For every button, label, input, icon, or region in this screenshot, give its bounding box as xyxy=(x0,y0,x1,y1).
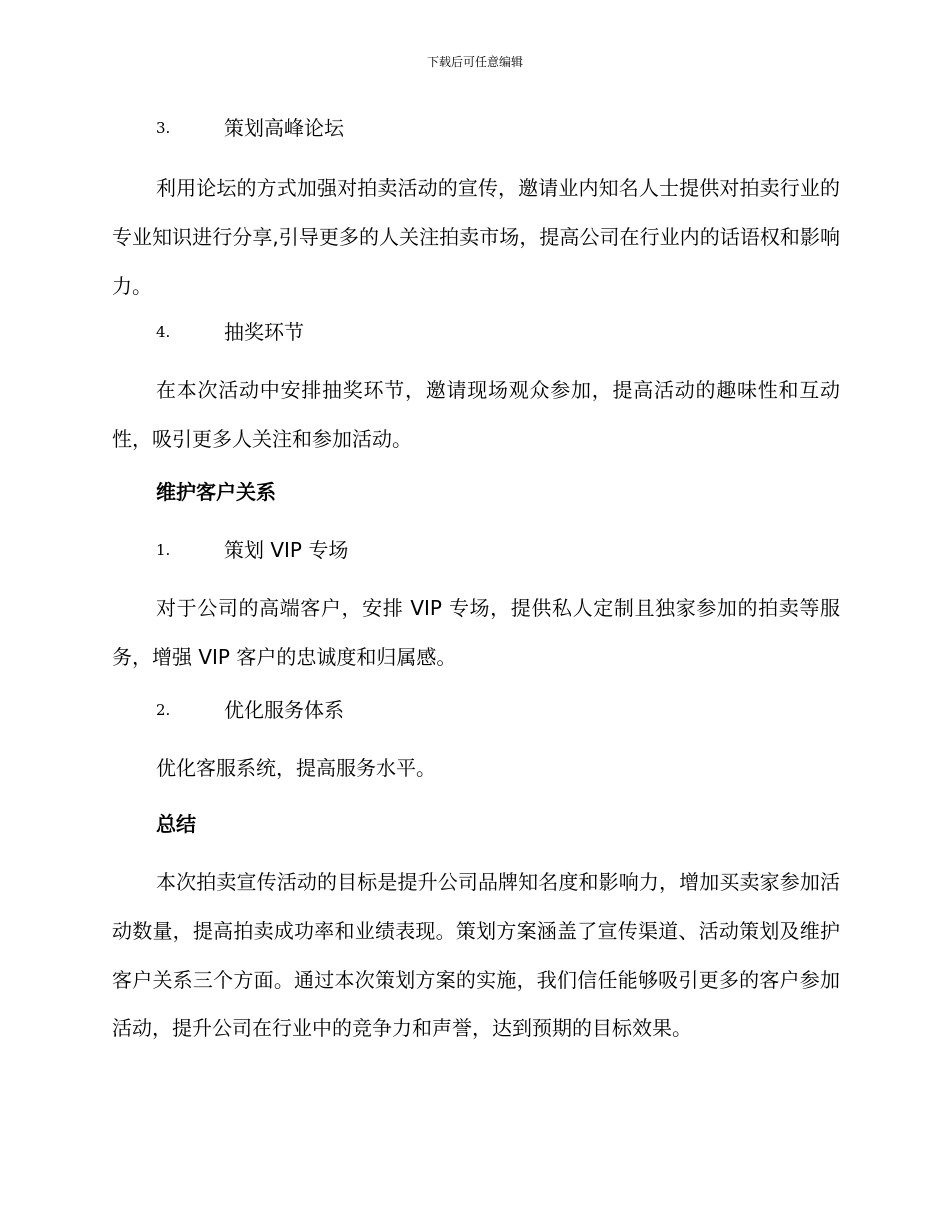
list-item-service xyxy=(156,696,344,724)
list-item-title: 抽奖环节 xyxy=(224,320,304,344)
list-item-lottery xyxy=(156,318,304,346)
paragraph-lottery: 在本次活动中安排抽奖环节，邀请现场观众参加，提高活动的趣味性和互动性，吸引更多人关注和参加活动。 xyxy=(112,378,840,451)
section-heading-customer: 维护客户关系 xyxy=(156,480,276,504)
list-item-title: 策划 VIP 专场 xyxy=(224,538,349,562)
list-number: 3. xyxy=(156,119,171,137)
page-header-note: 下载后可任意编辑 xyxy=(426,55,523,69)
paragraph-service: 优化客服系统，提高服务水平。 xyxy=(156,756,436,780)
list-item-title: 优化服务体系 xyxy=(224,698,344,722)
list-number: 1. xyxy=(156,541,171,559)
list-number: 2. xyxy=(156,701,171,719)
list-number: 4. xyxy=(156,323,171,341)
section-heading-summary: 总结 xyxy=(156,812,196,836)
list-item-title: 策划高峰论坛 xyxy=(224,116,344,140)
list-item-vip xyxy=(156,536,348,564)
paragraph-vip: 对于公司的高端客户，安排 VIP 专场，提供私人定制且独家参加的拍卖等服务，增强 VIP 客户的忠诚度和归属感。 xyxy=(112,596,840,669)
paragraph-forum: 利用论坛的方式加强对拍卖活动的宣传，邀请业内知名人士提供对拍卖行业的专业知识进行分享,引导更多的人关注拍卖市场，提高公司在行业内的话语权和影响力。 xyxy=(112,176,840,298)
paragraph-summary: 本次拍卖宣传活动的目标是提升公司品牌知名度和影响力，增加买卖家参加活动数量，提高拍卖成功率和业绩表现。策划方案涵盖了宣传渠道、活动策划及维护客户关系三个方面。通过本次策划方案的实施，我们信任能够吸引更多的客户参加活动，提升公司在行业中的竞争力和声誉，达到预期的目标效果。 xyxy=(112,870,840,1041)
list-item-forum xyxy=(156,114,344,142)
